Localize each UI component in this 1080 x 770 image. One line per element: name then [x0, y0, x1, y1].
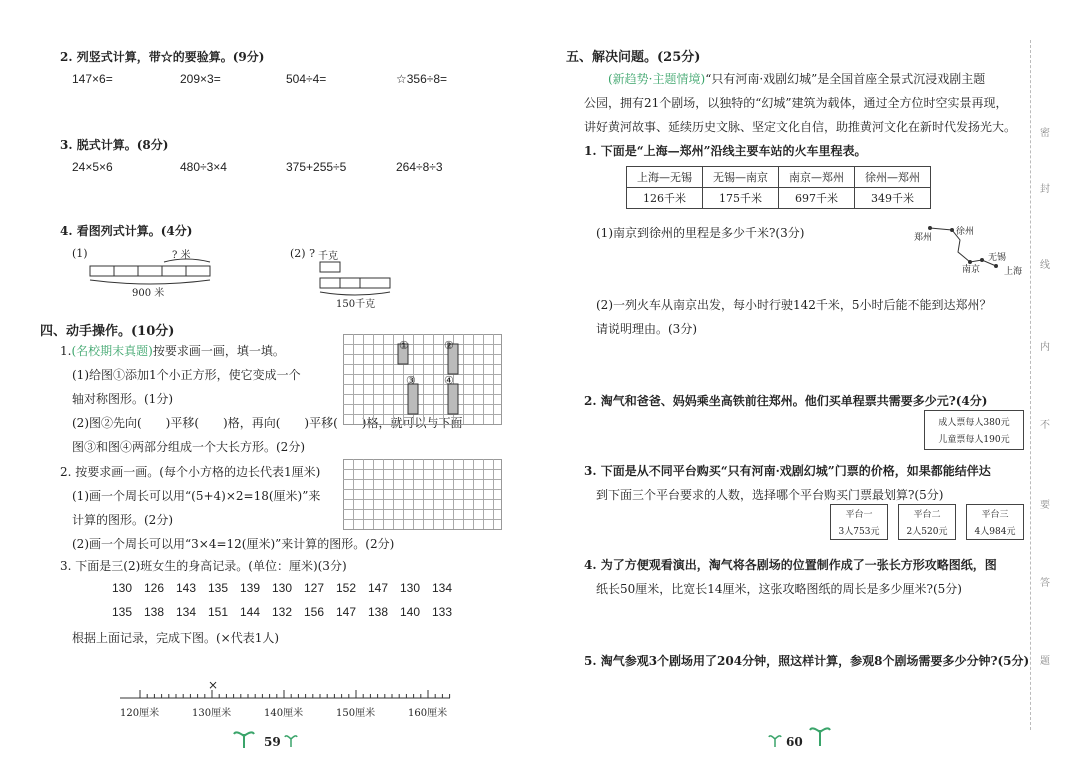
q4-total2: 150千克 — [336, 299, 376, 310]
height-row-2 — [112, 605, 472, 619]
axis-label: 160厘米 — [408, 708, 448, 719]
s4q1-line: (1)给图①添加1个小正方形，使它变成一个 — [72, 368, 301, 382]
seal-line — [1030, 40, 1031, 730]
platform-price: 4人984元 — [974, 527, 1016, 537]
q4-unknown-label: ? 米 — [172, 250, 191, 261]
s4q2-line: (2)画一个周长可以用“3×4=12(厘米)”来计算的图形。(2分) — [72, 537, 395, 551]
r-q1-title: 1. 下面是“上海—郑州”沿线主要车站的火车里程表。 — [584, 144, 867, 158]
r-q1-1: (1)南京到徐州的里程是多少千米?(3分) — [596, 226, 805, 240]
calc-item: 147×6= — [72, 72, 113, 86]
seal-char: 答 — [1040, 578, 1050, 589]
q-number: 1. — [60, 344, 72, 358]
plant-icon — [808, 722, 832, 748]
r-q1-2: 请说明理由。(3分) — [596, 322, 697, 336]
q4-title: 4. 看图列式计算。(4分) — [60, 224, 193, 238]
s4q1-line: 轴对称图形。(1分) — [72, 392, 173, 406]
table-cell: 175千米 — [703, 188, 779, 209]
platform-price: 2人520元 — [906, 527, 948, 537]
r-q3: 3. 下面是从不同平台购买“只有河南·戏剧幻城”门票的价格，如果都能结伴达 — [584, 464, 991, 478]
price-box — [924, 410, 1024, 450]
s4q3-note: 根据上面记录，完成下图。(×代表1人) — [72, 631, 280, 645]
height-value: 133 — [432, 605, 453, 619]
section-5-title: 五、解决问题。(25分) — [566, 50, 701, 65]
price-line: 成人票每人380元 — [938, 418, 1010, 428]
table-cell: 697千米 — [779, 188, 855, 209]
map-label: 郑州 — [914, 233, 933, 243]
axis-label: 150厘米 — [336, 708, 376, 719]
r-q5: 5. 淘气参观3个剧场用了204分钟，照这样计算，参观8个剧场需要多少分钟?(5分) — [584, 654, 1030, 668]
height-value: 135 — [112, 605, 133, 619]
height-value: 130 — [272, 581, 293, 595]
height-value: 126 — [144, 581, 165, 595]
segment-diagram-2 — [316, 258, 396, 298]
height-value: 132 — [272, 605, 293, 619]
r-q3: 到下面三个平台要求的人数，选择哪个平台购买门票最划算?(5分) — [596, 488, 944, 502]
grid-figures[interactable] — [343, 334, 503, 426]
question-text: 按要求画一画，填一填。 — [152, 344, 285, 358]
r-q4: 4. 为了方便观看演出，淘气将各剧场的位置制作成了一张长方形攻略图纸，图 — [584, 558, 997, 572]
plant-icon — [232, 726, 256, 750]
page-number-left: 59 — [264, 735, 281, 749]
intro-text: “只有河南·戏剧幻城”是全国首座全景式沉浸戏剧主题 — [705, 72, 986, 86]
page-number-right: 60 — [786, 735, 803, 749]
calc-item: 264÷8÷3 — [396, 160, 443, 174]
height-value: 156 — [304, 605, 325, 619]
fig-label-4: ④ — [444, 374, 454, 387]
fig-label-2: ② — [444, 339, 454, 352]
axis-label: 140厘米 — [264, 708, 304, 719]
axis-label: 130厘米 — [192, 708, 232, 719]
distance-table — [626, 166, 931, 209]
platform-name: 平台一 — [845, 510, 873, 520]
q3-title: 3. 脱式计算。(8分) — [60, 138, 169, 152]
calc-item: ☆356÷8= — [396, 72, 448, 86]
s4q3-title: 3. 下面是三(2)班女生的身高记录。(单位：厘米)(3分) — [60, 559, 347, 573]
height-value: 135 — [208, 581, 229, 595]
calc-item: 209×3= — [180, 72, 221, 86]
platform-card — [830, 504, 888, 540]
section-4-title: 四、动手操作。(10分) — [40, 324, 175, 339]
height-row-1 — [112, 581, 472, 595]
s4q2-title: 2. 按要求画一画。(每个小方格的边长代表1厘米) — [60, 465, 321, 479]
table-header: 上海—无锡 — [627, 167, 703, 188]
height-value: 140 — [400, 605, 421, 619]
price-line: 儿童票每人190元 — [938, 435, 1010, 445]
table-cell: 349千米 — [855, 188, 931, 209]
height-value: 151 — [208, 605, 229, 619]
drawing-grid[interactable] — [343, 459, 503, 531]
seal-char: 封 — [1040, 184, 1050, 195]
map-label: 南京 — [962, 265, 981, 275]
s4q2-line: (1)画一个周长可以用“(5+4)×2=18(厘米)”来 — [72, 489, 321, 503]
plant-icon — [768, 732, 782, 748]
table-cell: 126千米 — [627, 188, 703, 209]
map-label: 徐州 — [956, 227, 975, 237]
fig-label-3: ③ — [406, 374, 416, 387]
seal-char: 题 — [1040, 656, 1050, 667]
plant-icon — [284, 732, 298, 748]
height-value: 139 — [240, 581, 261, 595]
question-tag: (名校期末真题) — [71, 344, 153, 358]
question-tag: (新趋势·主题情境) — [608, 72, 706, 86]
platform-card — [898, 504, 956, 540]
height-value: 138 — [144, 605, 165, 619]
s4q1-line: 图③和图④两部分组成一个大长方形。(2分) — [72, 440, 305, 454]
height-value: 152 — [336, 581, 357, 595]
height-value: 138 — [368, 605, 389, 619]
height-value: 130 — [400, 581, 421, 595]
height-value: 147 — [368, 581, 389, 595]
seal-char: 要 — [1040, 500, 1050, 511]
calc-item: 480÷3×4 — [180, 160, 227, 174]
map-label: 无锡 — [988, 253, 1007, 263]
seal-char: 内 — [1040, 342, 1050, 353]
platform-name: 平台二 — [913, 510, 941, 520]
q4-part1: (1) — [72, 247, 88, 260]
x-mark: × — [208, 678, 219, 692]
s4q1-title — [60, 342, 285, 359]
height-value: 143 — [176, 581, 197, 595]
height-value: 134 — [432, 581, 453, 595]
seal-char: 密 — [1040, 128, 1050, 139]
s4q1-line: (2)图②先向( )平移( )格，再向( )平移( )格，就可以与下面 — [72, 416, 463, 430]
table-header: 徐州—郑州 — [855, 167, 931, 188]
s4q2-line: 计算的图形。(2分) — [72, 513, 173, 527]
platform-name: 平台三 — [981, 510, 1009, 520]
map-label: 上海 — [1004, 267, 1023, 277]
seal-char: 线 — [1040, 260, 1050, 271]
platform-price: 3人753元 — [838, 527, 880, 537]
table-header: 南京—郑州 — [779, 167, 855, 188]
q4-part2: (2) ? — [290, 247, 315, 260]
q4-total-label: 900 米 — [132, 288, 165, 299]
intro-line: 公园，拥有21个剧场，以独特的“幻城”建筑为载体，通过全方位时空实景再现， — [584, 96, 1008, 110]
platform-card — [966, 504, 1024, 540]
intro-line: 讲好黄河故事、延续历史文脉、坚定文化自信，助推黄河文化在新时代发扬光大。 — [584, 120, 1017, 134]
r-q2: 2. 淘气和爸爸、妈妈乘坐高铁前往郑州。他们买单程票共需要多少元?(4分) — [584, 394, 988, 408]
axis-label: 120厘米 — [120, 708, 160, 719]
height-value: 127 — [304, 581, 325, 595]
calc-item: 24×5×6 — [72, 160, 113, 174]
r-q1-2: (2)一列火车从南京出发，每小时行驶142千米，5小时后能不能到达郑州？ — [596, 298, 992, 312]
r-q4: 纸长50厘米，比宽长14厘米，这张攻略图纸的周长是多少厘米?(5分) — [596, 582, 962, 596]
intro-line — [608, 70, 985, 87]
height-value: 130 — [112, 581, 133, 595]
table-header: 无锡—南京 — [703, 167, 779, 188]
q2-title: 2. 列竖式计算，带☆的要验算。(9分) — [60, 50, 265, 64]
calc-item: 375+255÷5 — [286, 160, 347, 174]
height-value: 147 — [336, 605, 357, 619]
q4-unit: 千克 — [318, 251, 338, 262]
height-value: 134 — [176, 605, 197, 619]
calc-item: 504÷4= — [286, 72, 327, 86]
fig-label-1: ① — [399, 339, 409, 352]
height-value: 144 — [240, 605, 261, 619]
seal-char: 不 — [1040, 420, 1050, 431]
